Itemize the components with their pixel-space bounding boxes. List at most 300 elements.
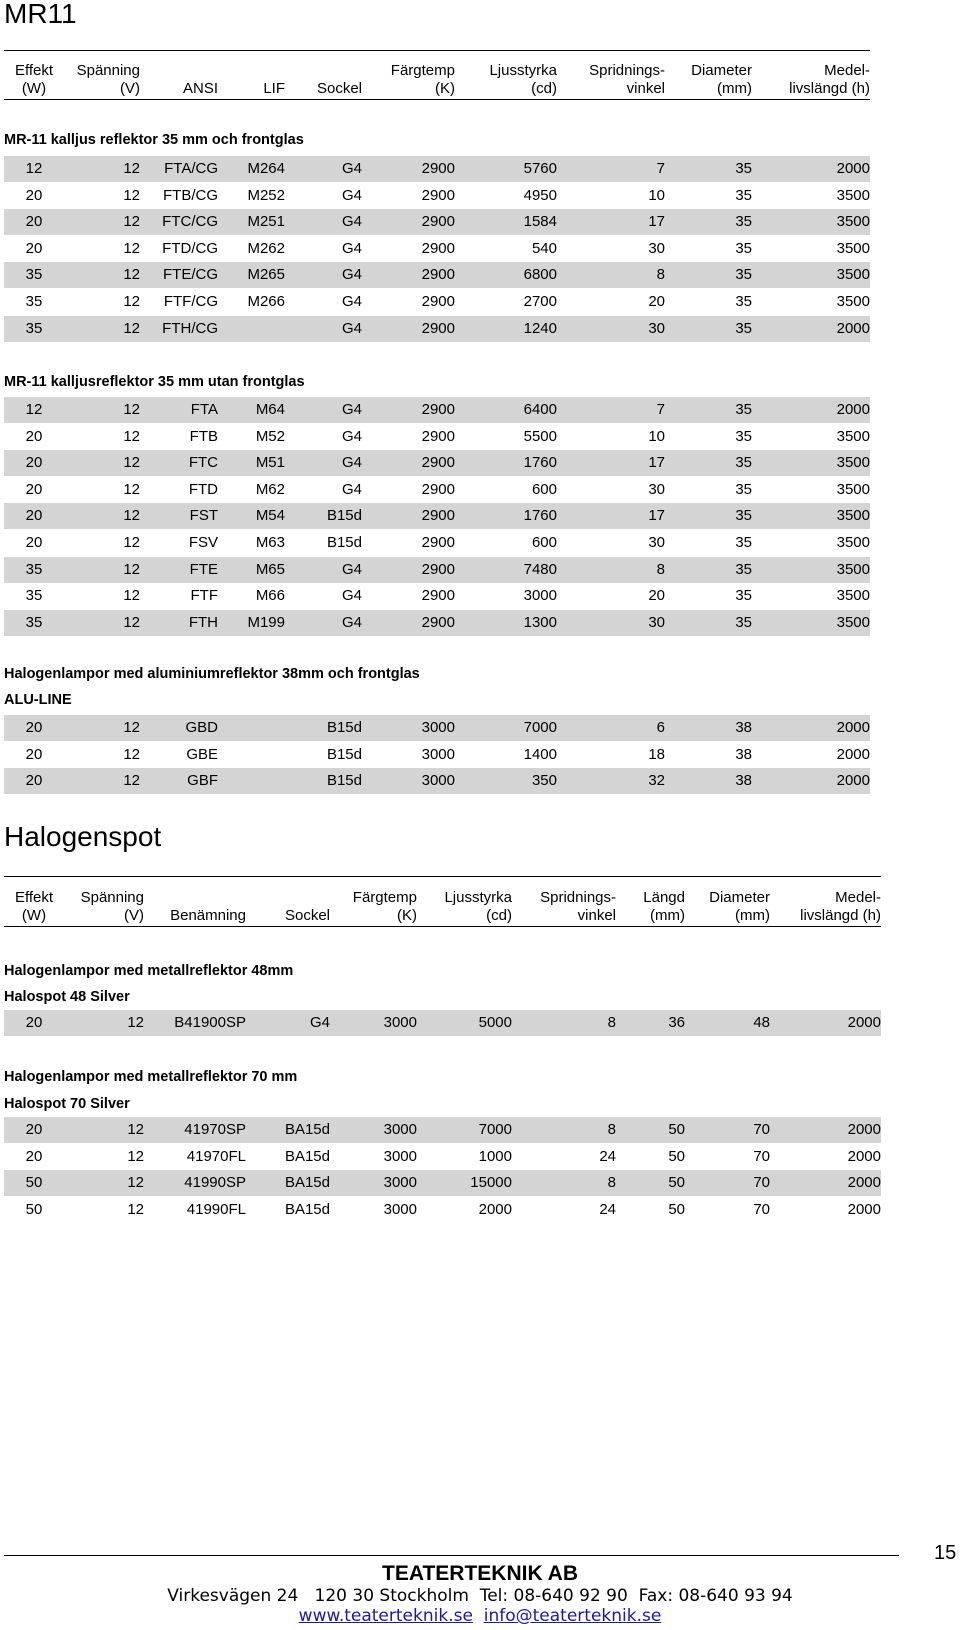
cell-sockel: G4 [341,454,362,472]
cell-effekt: 20 [25,213,43,231]
cell-fargtemp: 3000 [383,1121,417,1138]
cell-effekt: 20 [25,1121,43,1138]
cell-medel: 3500 [836,266,870,284]
cell-ljusstyrka: 1300 [523,613,557,631]
website-link[interactable]: www.teaterteknik.se [298,1606,473,1626]
cell-ljusstyrka: 7480 [523,560,557,578]
cell-diameter: 35 [735,239,752,257]
cell-ljusstyrka: 6400 [523,401,557,418]
col-spridning-label: Spridnings- vinkel [540,889,616,924]
cell-sockel: B15d [326,507,362,525]
cell-ansi: GBD [185,719,218,736]
table-row [4,1197,881,1223]
footer-rule [4,1555,899,1556]
table-row [4,236,870,262]
cell-lif: M62 [255,480,285,498]
col-spanning-label: Spänning (V) [80,889,144,924]
cell-diameter: 35 [735,587,752,605]
cell-lif: M199 [247,613,285,631]
cell-lif: M51 [255,454,285,472]
halogenspot-section-title: Halogenlampor med metallreflektor 70 mm [4,1069,298,1085]
cell-effekt: 20 [25,719,43,736]
cell-medel: 2000 [847,1174,881,1192]
cell-spridning: 7 [656,401,665,418]
cell-medel: 3500 [836,613,870,631]
cell-sockel: G4 [341,480,362,498]
cell-medel: 3500 [836,507,870,525]
cell-ljusstyrka: 3000 [523,587,557,605]
cell-spanning: 12 [123,772,140,790]
cell-fargtemp: 2900 [421,186,455,204]
cell-lif: M266 [247,293,285,310]
cell-medel: 2000 [836,319,870,337]
mr11-section-title: MR-11 kalljus reflektor 35 mm och frontglas [4,132,304,148]
cell-lif: M252 [247,186,285,204]
table-row [4,768,870,794]
cell-spanning: 12 [123,427,140,445]
cell-lif: M251 [247,213,285,231]
cell-ljusstyrka: 1240 [523,319,557,337]
cell-spanning: 12 [123,293,140,310]
cell-effekt: 20 [25,507,43,525]
cell-medel: 3500 [836,293,870,310]
cell-spanning: 12 [123,401,140,418]
cell-effekt: 35 [25,319,43,337]
cell-diameter: 38 [735,772,752,790]
table-row [4,530,870,556]
cell-fargtemp: 2900 [421,560,455,578]
cell-effekt: 12 [25,160,43,177]
cell-spridning: 8 [656,560,665,578]
table-row [4,183,870,209]
cell-spridning: 17 [648,507,665,525]
cell-ansi: FTD/CG [162,239,218,257]
cell-lif: M64 [255,401,285,418]
cell-benamning: 41970FL [186,1147,246,1165]
cell-spanning: 12 [123,213,140,231]
cell-fargtemp: 2900 [421,613,455,631]
cell-lif [230,316,285,342]
cell-ansi: GBF [187,772,218,790]
col-diameter-label: Diameter (mm) [709,889,770,924]
cell-effekt: 20 [25,454,43,472]
cell-sockel: BA15d [284,1147,330,1165]
cell-sockel: B15d [326,745,362,763]
cell-sockel: G4 [341,319,362,337]
cell-diameter: 35 [735,319,752,337]
cell-spridning: 6 [656,719,665,736]
cell-ljusstyrka: 4950 [523,186,557,204]
cell-medel: 3500 [836,213,870,231]
cell-ljusstyrka: 1760 [523,454,557,472]
halogenspot-title: Halogenspot [4,821,162,852]
cell-effekt: 12 [25,401,43,418]
cell-ljusstyrka: 6800 [523,266,557,284]
cell-lif [230,742,285,768]
cell-ljusstyrka: 350 [531,772,557,790]
cell-sockel: G4 [341,160,362,177]
footer-links [0,1606,960,1626]
cell-ansi: FTH/CG [162,319,218,337]
col-sockel-label: Sockel [284,907,330,924]
cell-effekt: 35 [25,560,43,578]
cell-sockel: G4 [341,186,362,204]
cell-spridning: 24 [599,1147,616,1165]
cell-spridning: 17 [648,454,665,472]
col-ansi-label: ANSI [182,80,218,97]
cell-fargtemp: 3000 [421,745,455,763]
table-row [4,1010,881,1036]
cell-benamning: 41990SP [184,1174,246,1192]
halogenspot-section-subtitle: Halospot 48 Silver [4,989,130,1005]
cell-diameter: 35 [735,534,752,551]
table-row [4,715,870,741]
cell-spanning: 12 [123,319,140,337]
cell-diameter: 70 [753,1147,770,1165]
mr11-header-bottom-rule [4,99,870,100]
cell-lif: M262 [247,239,285,257]
cell-fargtemp: 2900 [421,266,455,284]
cell-medel: 3500 [836,427,870,445]
cell-ansi: FTB [189,427,218,445]
cell-spanning: 12 [127,1174,144,1192]
cell-sockel: G4 [341,560,362,578]
cell-langd: 50 [668,1121,685,1138]
cell-benamning: B41900SP [174,1014,246,1031]
cell-sockel: B15d [326,719,362,736]
cell-spridning: 30 [648,319,665,337]
col-lif-label: LIF [263,80,285,97]
cell-sockel: G4 [341,213,362,231]
cell-spridning: 24 [599,1200,616,1218]
cell-ljusstyrka: 600 [531,534,557,551]
cell-sockel: G4 [341,293,362,310]
cell-medel: 3500 [836,480,870,498]
cell-ljusstyrka: 5760 [523,160,557,177]
cell-ljusstyrka: 15000 [470,1174,512,1192]
footer-address: Virkesvägen 24 120 30 Stockholm Tel: 08-640 92 90 Fax: 08-640 93 94 [167,1586,793,1606]
cell-spridning: 20 [648,293,665,310]
cell-diameter: 35 [735,454,752,472]
cell-medel: 2000 [847,1121,881,1138]
col-effekt-label: Effekt (W) [14,889,54,924]
cell-spridning: 30 [648,239,665,257]
cell-spanning: 12 [123,507,140,525]
cell-spanning: 12 [123,534,140,551]
halogenspot-header-bottom-rule [4,926,881,927]
cell-effekt: 20 [25,239,43,257]
cell-ljusstyrka: 1400 [523,745,557,763]
cell-medel: 3500 [836,239,870,257]
cell-diameter: 38 [735,719,752,736]
cell-lif: M264 [247,160,285,177]
cell-ljusstyrka: 2000 [478,1200,512,1218]
cell-ansi: FTD [188,480,218,498]
cell-sockel: G4 [341,613,362,631]
cell-effekt: 20 [25,745,43,763]
cell-diameter: 35 [735,213,752,231]
cell-fargtemp: 3000 [383,1147,417,1165]
cell-ansi: FTE/CG [163,266,218,284]
cell-sockel: G4 [341,401,362,418]
cell-spridning: 7 [656,160,665,177]
cell-diameter: 35 [735,480,752,498]
cell-effekt: 35 [25,266,43,284]
cell-spridning: 30 [648,480,665,498]
halogenspot-section-subtitle: Halospot 70 Silver [4,1096,130,1112]
cell-fargtemp: 3000 [421,719,455,736]
cell-spanning: 12 [123,186,140,204]
cell-effekt: 20 [25,427,43,445]
cell-sockel: G4 [341,427,362,445]
cell-sockel: G4 [341,239,362,257]
cell-medel: 2000 [836,745,870,763]
cell-medel: 2000 [836,772,870,790]
cell-diameter: 35 [735,266,752,284]
cell-spanning: 12 [123,719,140,736]
cell-ansi: FTF/CG [163,293,218,310]
cell-ljusstyrka: 7000 [478,1121,512,1138]
cell-ansi: FTE [189,560,218,578]
cell-sockel: B15d [326,772,362,790]
cell-ljusstyrka: 5000 [478,1014,512,1031]
mr11-section-title: Halogenlampor med aluminiumreflektor 38mm och frontglas [4,666,420,682]
cell-diameter: 38 [735,745,752,763]
cell-diameter: 70 [753,1174,770,1192]
mr11-section-subtitle: ALU-LINE [4,692,72,708]
table-row [4,1170,881,1196]
table-row [4,316,870,342]
cell-spridning: 30 [648,534,665,551]
cell-spridning: 18 [648,745,665,763]
col-ljusstyrka-label: Ljusstyrka (cd) [489,62,557,97]
cell-ljusstyrka: 600 [531,480,557,498]
cell-medel: 3500 [836,560,870,578]
cell-sockel: BA15d [284,1121,330,1138]
cell-diameter: 35 [735,186,752,204]
col-spanning-label: Spänning (V) [76,62,140,97]
cell-spridning: 20 [648,587,665,605]
col-spridning-label: Spridnings- vinkel [589,62,665,97]
cell-fargtemp: 3000 [383,1200,417,1218]
cell-spanning: 12 [123,454,140,472]
cell-lif: M63 [255,534,285,551]
cell-lif: M54 [255,507,285,525]
cell-ljusstyrka: 2700 [523,293,557,310]
cell-diameter: 35 [735,401,752,418]
col-medel-label: Medel- livslängd (h) [789,62,870,97]
cell-effekt: 20 [25,772,43,790]
cell-diameter: 35 [735,560,752,578]
table-row [4,610,870,636]
cell-lif: M66 [255,587,285,605]
col-fargtemp-label: Färgtemp (K) [352,889,417,924]
cell-fargtemp: 2900 [421,160,455,177]
cell-ansi: FTH [188,613,218,631]
cell-fargtemp: 2900 [421,454,455,472]
cell-spanning: 12 [127,1014,144,1031]
cell-medel: 2000 [836,401,870,418]
cell-langd: 36 [668,1014,685,1031]
table-row [4,397,870,423]
cell-medel: 3500 [836,186,870,204]
mr11-header-top-rule [4,50,870,51]
cell-spanning: 12 [123,560,140,578]
cell-effekt: 20 [25,186,43,204]
cell-lif: M65 [255,560,285,578]
table-row [4,424,870,450]
cell-diameter: 35 [735,507,752,525]
cell-spanning: 12 [123,239,140,257]
cell-diameter: 48 [753,1014,770,1031]
cell-effekt: 20 [25,1014,43,1031]
col-benamning-label: Benämning [170,907,246,924]
table-row [4,156,870,182]
table-row [4,477,870,503]
cell-fargtemp: 2900 [421,239,455,257]
cell-spanning: 12 [123,266,140,284]
cell-spanning: 12 [123,160,140,177]
cell-benamning: 41990FL [186,1200,246,1218]
table-row [4,1144,881,1170]
cell-fargtemp: 2900 [421,293,455,310]
cell-fargtemp: 3000 [383,1014,417,1031]
cell-medel: 3500 [836,454,870,472]
cell-lif: M265 [247,266,285,284]
cell-fargtemp: 2900 [421,534,455,551]
col-diameter-label: Diameter (mm) [691,62,752,97]
page-number: 15 [934,1542,957,1564]
cell-spridning: 8 [656,266,665,284]
cell-effekt: 50 [25,1200,43,1218]
cell-diameter: 35 [735,293,752,310]
cell-spanning: 12 [123,587,140,605]
cell-fargtemp: 2900 [421,213,455,231]
cell-medel: 2000 [836,719,870,736]
cell-ljusstyrka: 7000 [523,719,557,736]
cell-spanning: 12 [127,1200,144,1218]
cell-effekt: 20 [25,480,43,498]
cell-langd: 50 [668,1200,685,1218]
col-medel-label: Medel- livslängd (h) [800,889,881,924]
cell-diameter: 35 [735,427,752,445]
cell-ljusstyrka: 540 [531,239,557,257]
cell-fargtemp: 3000 [383,1174,417,1192]
cell-spridning: 8 [607,1014,616,1031]
cell-diameter: 70 [753,1121,770,1138]
cell-medel: 2000 [847,1200,881,1218]
table-row [4,583,870,609]
cell-spridning: 10 [648,186,665,204]
cell-ansi: FTC/CG [162,213,218,231]
cell-diameter: 35 [735,160,752,177]
cell-ljusstyrka: 1000 [478,1147,512,1165]
halogenspot-header-top-rule [4,876,881,877]
cell-effekt: 35 [25,293,43,310]
table-row [4,503,870,529]
col-sockel-label: Sockel [316,80,362,97]
cell-effekt: 35 [25,613,43,631]
cell-sockel: G4 [341,587,362,605]
table-row [4,742,870,768]
cell-ansi: FTC [188,454,218,472]
cell-ljusstyrka: 1584 [523,213,557,231]
cell-effekt: 50 [25,1174,43,1192]
cell-ljusstyrka: 1760 [523,507,557,525]
cell-ansi: FSV [188,534,218,551]
cell-spridning: 32 [648,772,665,790]
col-effekt-label: Effekt (W) [14,62,54,97]
col-ljusstyrka-label: Ljusstyrka (cd) [444,889,512,924]
mr11-section-title: MR-11 kalljusreflektor 35 mm utan frontglas [4,374,305,390]
mr11-title: MR11 [4,0,77,29]
cell-ansi: FTB/CG [163,186,218,204]
table-row [4,557,870,583]
cell-medel: 2000 [847,1147,881,1165]
cell-spanning: 12 [123,745,140,763]
cell-sockel: BA15d [284,1200,330,1218]
cell-spridning: 8 [607,1121,616,1138]
cell-spridning: 30 [648,613,665,631]
cell-benamning: 41970SP [184,1121,246,1138]
cell-diameter: 70 [753,1200,770,1218]
cell-ansi: FTA [190,401,218,418]
cell-ansi: GBE [186,745,218,763]
cell-spridning: 8 [607,1174,616,1192]
cell-fargtemp: 2900 [421,587,455,605]
cell-langd: 50 [668,1174,685,1192]
cell-fargtemp: 2900 [421,427,455,445]
cell-sockel: G4 [309,1014,330,1031]
cell-spanning: 12 [127,1121,144,1138]
cell-spanning: 12 [123,613,140,631]
cell-lif [230,715,285,741]
email-link[interactable]: info@teaterteknik.se [483,1606,662,1626]
cell-spridning: 17 [648,213,665,231]
cell-fargtemp: 2900 [421,319,455,337]
cell-sockel: B15d [326,534,362,551]
cell-effekt: 35 [25,587,43,605]
cell-medel: 2000 [836,160,870,177]
cell-fargtemp: 2900 [421,480,455,498]
cell-medel: 3500 [836,587,870,605]
table-row [4,1117,881,1143]
footer-company-name: TEATERTEKNIK AB [382,1562,578,1585]
col-fargtemp-label: Färgtemp (K) [390,62,455,97]
cell-ansi: FTA/CG [164,160,218,177]
halogenspot-section-title: Halogenlampor med metallreflektor 48mm [4,963,294,979]
cell-ansi: FST [189,507,218,525]
cell-medel: 2000 [847,1014,881,1031]
cell-lif: M52 [255,427,285,445]
cell-fargtemp: 3000 [421,772,455,790]
cell-medel: 3500 [836,534,870,551]
cell-spanning: 12 [123,480,140,498]
cell-sockel: G4 [341,266,362,284]
cell-lif [230,768,285,794]
cell-effekt: 20 [25,1147,43,1165]
table-row [4,209,870,235]
cell-ansi: FTF [190,587,218,605]
cell-spridning: 10 [648,427,665,445]
table-row [4,289,870,315]
col-langd-label: Längd (mm) [643,889,685,924]
cell-sockel: BA15d [284,1174,330,1192]
cell-diameter: 35 [735,613,752,631]
table-row [4,262,870,288]
cell-effekt: 20 [25,534,43,551]
table-row [4,450,870,476]
